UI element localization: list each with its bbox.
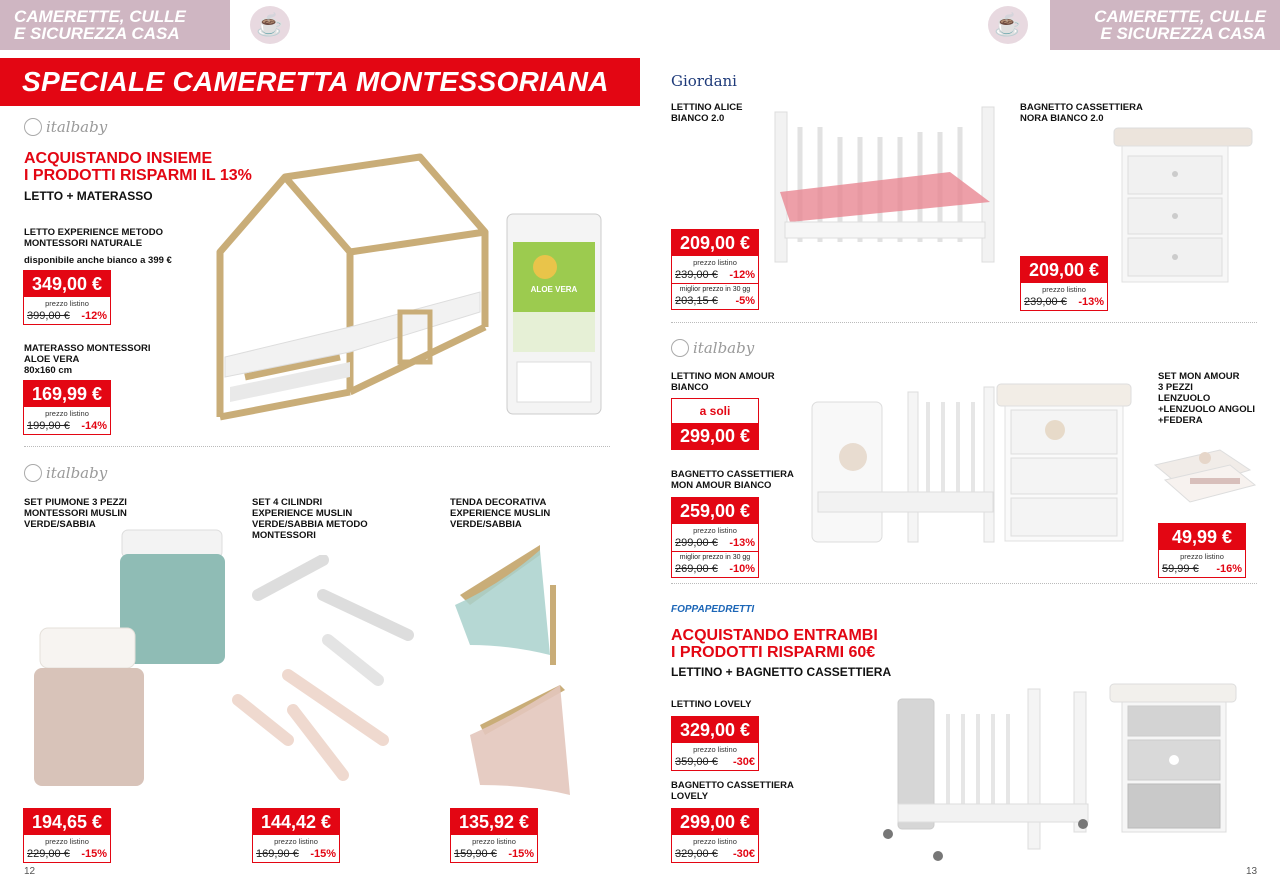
product-name-piumone (24, 497, 127, 530)
best-price-old: 203,15 € (675, 295, 718, 307)
product-name-nora (1020, 102, 1143, 124)
product-name-line: ALOE VERA (24, 354, 80, 365)
italbaby-logo-icon (671, 339, 689, 357)
mattress-package-image (505, 212, 603, 417)
italbaby-logo-icon (24, 118, 42, 136)
price-current: 49,99 € (1159, 524, 1245, 550)
promo-subtitle: LETTO + MATERASSO (24, 189, 153, 203)
section-divider (671, 583, 1257, 584)
product-name-letto (24, 227, 163, 249)
category-tab-left-line2: E SICUREZZA CASA (14, 24, 180, 43)
product-name-line: MONTESSORI MUSLIN (24, 508, 127, 519)
brand-logo-italbaby (671, 339, 754, 357)
product-name-cilindri (252, 497, 368, 541)
product-name-line: LETTO EXPERIENCE METODO (24, 227, 164, 238)
brand-logo-italbaby (24, 118, 107, 136)
promo-line2: I PRODOTTI RISPARMI 60€ (671, 644, 876, 661)
category-tab-right-line2: E SICUREZZA CASA (1100, 24, 1266, 43)
best-price-discount: -5% (735, 295, 755, 307)
price-list-label: prezzo listino (45, 299, 89, 308)
price-discount: -15% (508, 848, 534, 860)
product-name-line: SET PIUMONE 3 PEZZI (24, 497, 127, 508)
changing-table-nora-image (1112, 124, 1254, 289)
crib-lovely-image (878, 684, 1093, 864)
price-current: 135,92 € (451, 809, 537, 835)
price-current: 209,00 € (1021, 257, 1107, 283)
price-current: 299,00 € (672, 809, 758, 835)
price-discount: -15% (310, 848, 336, 860)
mattress-pack-label: ALOE VERA (530, 285, 578, 294)
price-box-tenda (450, 808, 538, 863)
changing-table-monamour-image (995, 378, 1135, 548)
price-box-materasso (23, 380, 111, 435)
product-name-line: TENDA DECORATIVA (450, 497, 547, 508)
product-name-set-monamour (1158, 371, 1255, 426)
product-name-line: MATERASSO MONTESSORI (24, 343, 151, 354)
product-name-lovely (671, 699, 751, 710)
product-name-line: BIANCO 2.0 (671, 113, 725, 124)
price-current: 144,42 € (253, 809, 339, 835)
price-box-bagnetto-monamour (671, 497, 759, 578)
product-name-line: SET MON AMOUR (1158, 371, 1240, 382)
promo-subtitle: LETTINO + BAGNETTO CASSETTIERA (671, 665, 892, 679)
price-old: 329,00 € (675, 848, 718, 860)
product-name-line: BIANCO (671, 382, 709, 393)
product-name-line: LETTINO MON AMOUR (671, 371, 775, 382)
product-name-line: +LENZUOLO ANGOLI (1158, 404, 1256, 415)
price-discount: -13% (1078, 296, 1104, 308)
price-discount: -12% (729, 269, 755, 281)
price-current: 259,00 € (672, 498, 758, 524)
price-old: 299,00 € (675, 537, 718, 549)
price-box-monamour (671, 398, 759, 450)
price-box-nora (1020, 256, 1108, 311)
price-box-letto (23, 270, 111, 325)
price-list-label: prezzo listino (45, 409, 89, 418)
italbaby-logo-icon (24, 464, 42, 482)
price-discount: -12% (81, 310, 107, 322)
page-number-left: 12 (24, 866, 36, 877)
price-discount: -30€ (732, 756, 755, 768)
price-old: 239,00 € (1024, 296, 1067, 308)
price-current: 329,00 € (672, 717, 758, 743)
price-box-alice (671, 229, 759, 310)
price-list-label: prezzo listino (693, 526, 737, 535)
crib-alice-image (770, 102, 1000, 282)
product-name-line: SET 4 CILINDRI (252, 497, 323, 508)
changing-table-lovely-image (1108, 682, 1238, 842)
price-old: 159,90 € (454, 848, 497, 860)
best-price-discount: -10% (729, 563, 755, 575)
price-list-label: prezzo listino (1042, 285, 1086, 294)
product-name-alice (671, 102, 742, 124)
brand-name: italbaby (46, 464, 108, 482)
brand-logo-giordani: Giordani (671, 72, 737, 90)
product-name-line: MONTESSORI NATURALE (24, 238, 143, 249)
product-name-materasso (24, 343, 151, 376)
section-divider (24, 446, 610, 447)
price-box-bagnetto-lovely (671, 808, 759, 863)
section-divider (671, 322, 1257, 323)
price-old: 169,90 € (256, 848, 299, 860)
product-name-line: 3 PEZZI (1158, 382, 1193, 393)
canopy-image (440, 545, 620, 795)
price-discount: -16% (1216, 563, 1242, 575)
promo-line1: ACQUISTANDO ENTRAMBI (671, 627, 878, 644)
crib-monamour-image (808, 382, 998, 562)
brand-name: italbaby (46, 118, 108, 136)
product-name-line: NORA BIANCO 2.0 (1020, 113, 1104, 124)
product-name-line: MONTESSORI (252, 530, 316, 541)
price-discount: -30€ (732, 848, 755, 860)
cylinders-image (228, 555, 428, 785)
product-name-line: BAGNETTO CASSETTIERA (1020, 102, 1143, 113)
category-tab-left (0, 0, 230, 50)
product-name-line: EXPERIENCE MUSLIN (450, 508, 551, 519)
price-discount: -13% (729, 537, 755, 549)
price-old: 359,00 € (675, 756, 718, 768)
promo-line1: ACQUISTANDO INSIEME (24, 150, 213, 167)
product-name-monamour (671, 371, 775, 393)
price-box-set-monamour (1158, 523, 1246, 578)
best-price-30days-label: miglior prezzo in 30 gg (672, 283, 758, 294)
product-name-line: VERDE/SABBIA (24, 519, 96, 530)
product-name-line: LETTINO ALICE (671, 102, 743, 113)
product-name-line: VERDE/SABBIA (450, 519, 522, 530)
price-list-label: prezzo listino (693, 258, 737, 267)
sheet-set-image (1150, 440, 1260, 505)
product-name-line: LENZUOLO (1158, 393, 1211, 404)
price-box-piumone (23, 808, 111, 863)
product-name-line: LOVELY (671, 791, 709, 802)
product-name-line: EXPERIENCE MUSLIN (252, 508, 353, 519)
price-old: 239,00 € (675, 269, 718, 281)
promo-line2: I PRODOTTI RISPARMI IL 13% (24, 167, 252, 184)
page-number-right: 13 (1246, 866, 1258, 877)
price-current: 169,99 € (24, 381, 110, 407)
best-price-old: 269,00 € (675, 563, 718, 575)
baby-icon: ☕ (250, 6, 290, 44)
category-tab-right (1050, 0, 1280, 50)
price-old: 229,00 € (27, 848, 70, 860)
page-title-banner: SPECIALE CAMERETTA MONTESSORIANA (0, 58, 640, 106)
product-name-line: LETTINO LOVELY (671, 699, 752, 710)
duvet-set-image (30, 528, 230, 788)
price-current: 349,00 € (24, 271, 110, 297)
brand-logo-italbaby (24, 464, 107, 482)
price-discount: -15% (81, 848, 107, 860)
product-name-line: MON AMOUR BIANCO (671, 480, 772, 491)
category-tab-left-line1: CAMERETTE, CULLE (14, 7, 186, 26)
price-discount: -14% (81, 420, 107, 432)
price-list-label: prezzo listino (45, 837, 89, 846)
product-name-bagnetto-lovely (671, 780, 794, 802)
product-name-line: +FEDERA (1158, 415, 1203, 426)
product-size: 80x160 cm (24, 365, 73, 376)
product-name-line: VERDE/SABBIA METODO (252, 519, 368, 530)
product-name-line: BAGNETTO CASSETTIERA (671, 780, 794, 791)
promo-headline (671, 627, 878, 661)
price-box-cilindri (252, 808, 340, 863)
price-current: 299,00 € (672, 423, 758, 449)
price-current: 194,65 € (24, 809, 110, 835)
a-soli-label: a soli (699, 404, 731, 418)
product-name-bagnetto-monamour (671, 469, 794, 491)
price-current: 209,00 € (672, 230, 758, 256)
product-name-line: BAGNETTO CASSETTIERA (671, 469, 794, 480)
price-list-label: prezzo listino (693, 837, 737, 846)
brand-name: italbaby (693, 339, 755, 357)
category-tab-right-line1: CAMERETTE, CULLE (1094, 7, 1266, 26)
availability-note: disponibile anche bianco a 399 € (24, 255, 172, 266)
house-bed-image (200, 152, 500, 432)
price-old: 199,90 € (27, 420, 70, 432)
product-name-tenda (450, 497, 550, 530)
best-price-30days-label: miglior prezzo in 30 gg (672, 551, 758, 562)
price-list-label: prezzo listino (1180, 552, 1224, 561)
price-list-label: prezzo listino (472, 837, 516, 846)
price-old: 399,00 € (27, 310, 70, 322)
baby-icon: ☕ (988, 6, 1028, 44)
price-list-label: prezzo listino (274, 837, 318, 846)
price-box-lovely (671, 716, 759, 771)
brand-logo-foppapedretti: FOPPAPEDRETTI (671, 604, 755, 615)
price-list-label: prezzo listino (693, 745, 737, 754)
price-old: 59,99 € (1162, 563, 1199, 575)
